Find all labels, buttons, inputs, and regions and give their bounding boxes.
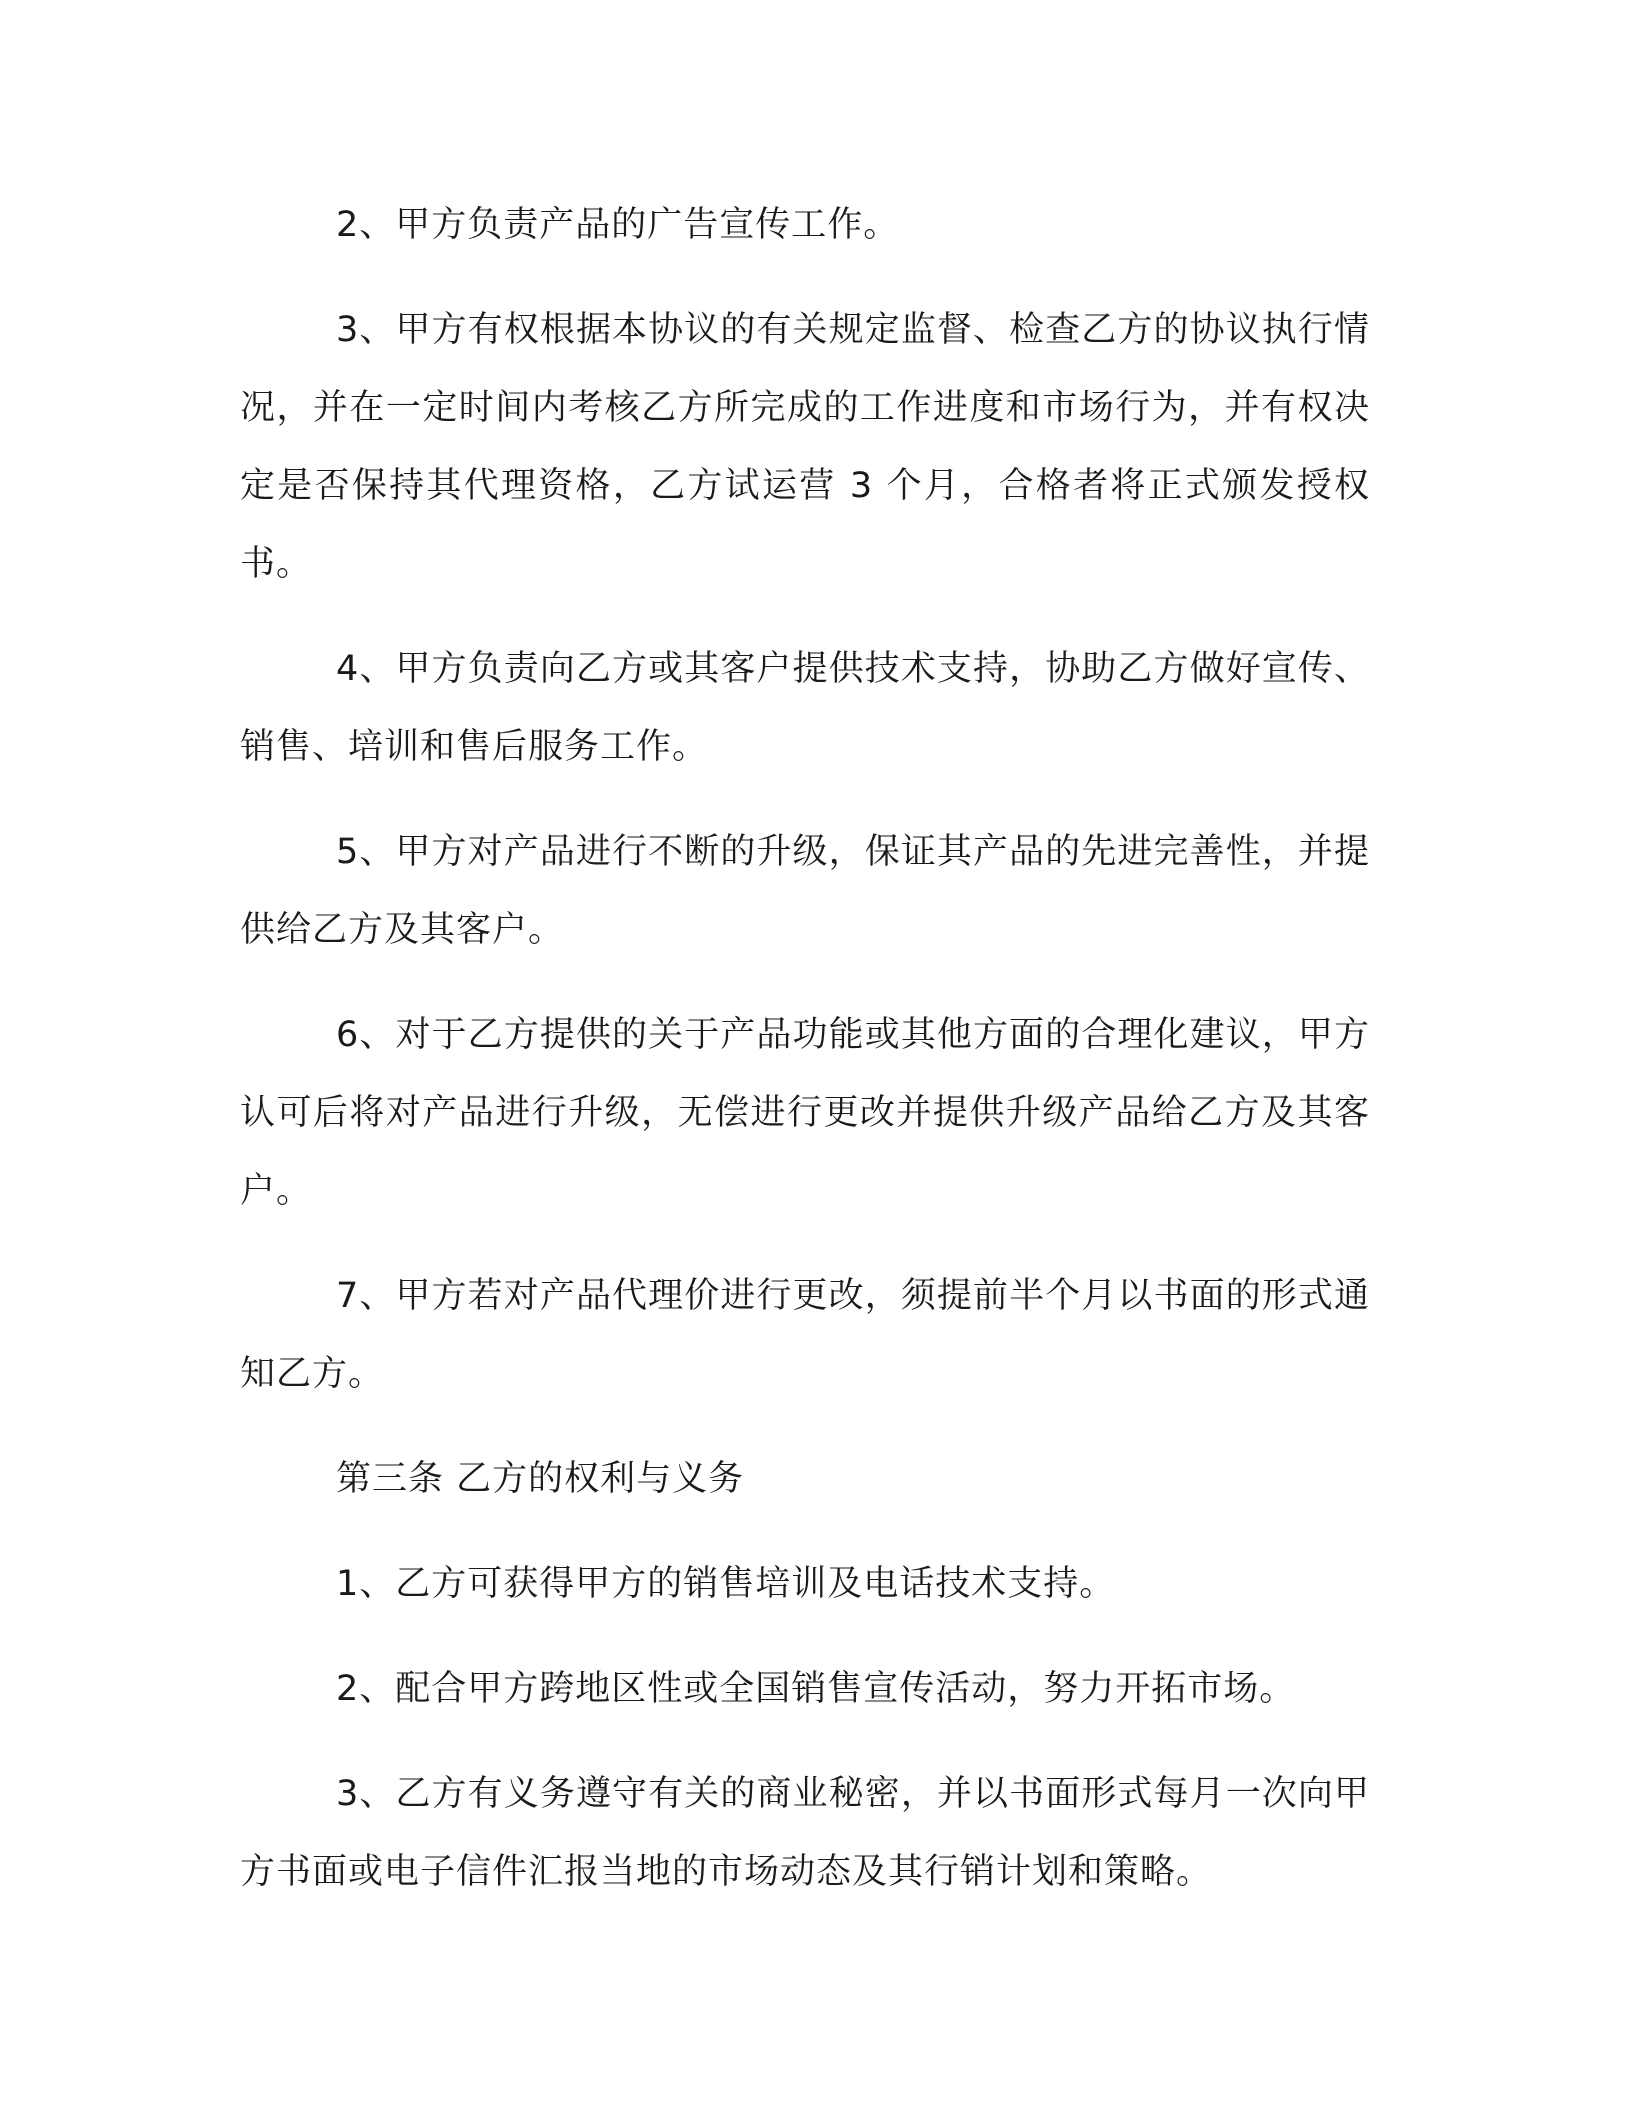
section-paragraph-2: 2、配合甲方跨地区性或全国销售宣传活动，努力开拓市场。 xyxy=(336,1669,1296,1709)
paragraph-item-3: 3、甲方有权根据本协议的有关规定监督、检查乙方的协议执行情况，并在一定时间内考核乙方所完成的工作进度和市场行为，并有权决定是否保持其代理资格，乙方试运营 3 个月，合格者将正式颁发授权书。 xyxy=(240,310,1370,584)
document-body xyxy=(240,186,1370,1938)
paragraph-item-7: 7、甲方若对产品代理价进行更改，须提前半个月以书面的形式通知乙方。 xyxy=(240,1276,1370,1394)
section-paragraph-3: 3、乙方有义务遵守有关的商业秘密，并以书面形式每月一次向甲方书面或电子信件汇报当地的市场动态及其行销计划和策略。 xyxy=(240,1774,1370,1892)
paragraph-item-2: 2、甲方负责产品的广告宣传工作。 xyxy=(336,205,900,245)
paragraph-item-4: 4、甲方负责向乙方或其客户提供技术支持，协助乙方做好宣传、销售、培训和售后服务工作。 xyxy=(240,649,1370,767)
section-paragraph-1: 1、乙方可获得甲方的销售培训及电话技术支持。 xyxy=(336,1564,1116,1604)
section-heading: 第三条 乙方的权利与义务 xyxy=(336,1459,745,1499)
paragraph-item-5: 5、甲方对产品进行不断的升级，保证其产品的先进完善性，并提供给乙方及其客户。 xyxy=(240,832,1370,950)
paragraph-item-6: 6、对于乙方提供的关于产品功能或其他方面的合理化建议，甲方认可后将对产品进行升级，无偿进行更改并提供升级产品给乙方及其客户。 xyxy=(240,1015,1370,1211)
